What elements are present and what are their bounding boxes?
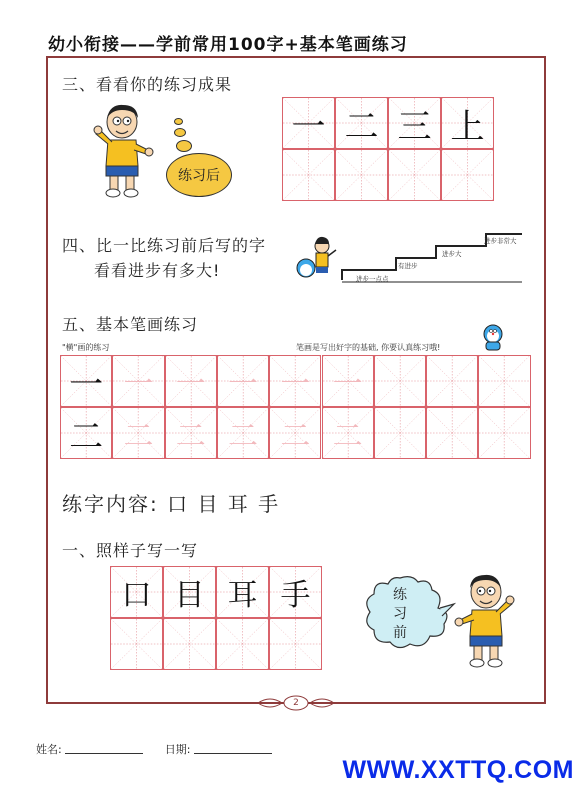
writing-cell (478, 407, 530, 459)
writing-cell (426, 407, 478, 459)
section3-heading: 三、看看你的练习成果 (62, 75, 233, 94)
writing-cell (269, 618, 322, 670)
footer-fields (36, 741, 290, 757)
trace-cell (217, 407, 269, 459)
writing-cell (60, 407, 112, 459)
writing-cell (374, 407, 426, 459)
writing-cell (388, 97, 441, 149)
trace-cell (112, 407, 164, 459)
trace-cell (322, 407, 374, 459)
trace-cell (165, 407, 217, 459)
writing-cell (426, 355, 478, 407)
trace-cell (165, 355, 217, 407)
doraemon-icon (482, 324, 504, 352)
stairs-label-3: 进步大 (442, 250, 462, 258)
practice-heading: 练字内容: 口 目 耳 手 (62, 492, 281, 516)
site-brand: WWW.XXTTQ.COM (342, 756, 574, 784)
trace-cell (269, 355, 321, 407)
writing-cell (335, 97, 388, 149)
stairs-label-1: 进步一点点 (356, 275, 389, 283)
model-character: 二 (344, 106, 379, 147)
section1-heading: 一、照样子写一写 (62, 541, 199, 560)
model-character: 三 (397, 106, 432, 147)
writing-cell (478, 355, 530, 407)
speech-bubble-label: 练习前 (393, 587, 407, 641)
thought-dot (174, 118, 183, 125)
thought-bubble-after: 练习后 (166, 153, 232, 197)
section4-line1: 四、比一比练习前后写的字 (62, 236, 267, 255)
stairs-label-2: 有进步 (398, 262, 418, 270)
writing-cell (441, 149, 494, 201)
model-character: 耳 (227, 578, 258, 613)
page-title: 幼小衔接——学前常用100字+基本笔画练习 (48, 35, 408, 55)
model-character: 口 (121, 578, 152, 613)
stroke-note-left: "横"画的练习 (62, 343, 110, 352)
boy-illustration (452, 570, 516, 670)
writing-cell (163, 618, 216, 670)
trace-cell (217, 355, 269, 407)
trace-character: 二 (332, 419, 363, 454)
writing-cell (388, 149, 441, 201)
name-label: 姓名: (36, 743, 62, 756)
writing-cell (216, 566, 269, 618)
trace-character: 一 (280, 367, 311, 402)
writing-cell (335, 149, 388, 201)
trace-character: 二 (175, 419, 206, 454)
trace-cell (322, 355, 374, 407)
writing-cell (441, 97, 494, 149)
writing-cell (282, 97, 335, 149)
model-character: 上 (450, 106, 485, 147)
trace-character: 二 (123, 419, 154, 454)
trace-cell (269, 407, 321, 459)
stroke-note-right: 笔画是写出好字的基础, 你要认真练习哦! (296, 343, 441, 352)
section5-heading: 五、基本笔画练习 (62, 315, 199, 334)
trace-character: 一 (175, 367, 206, 402)
date-field[interactable] (194, 744, 272, 754)
writing-cell (60, 355, 112, 407)
page-number: 2 (293, 698, 299, 708)
trace-cell (112, 355, 164, 407)
writing-cell (269, 566, 322, 618)
model-character: 手 (280, 578, 311, 613)
date-label: 日期: (164, 743, 191, 756)
thought-dot (176, 140, 192, 152)
trace-character: 二 (228, 419, 259, 454)
thought-dot (174, 128, 186, 137)
trace-character: 一 (123, 367, 154, 402)
model-character: 二 (69, 416, 104, 457)
stairs-label-4: 进步非常大 (484, 237, 517, 245)
trace-character: 二 (280, 419, 311, 454)
writing-cell (110, 566, 163, 618)
writing-cell (282, 149, 335, 201)
section4-line2: 看看进步有多大! (94, 261, 221, 280)
writing-cell (110, 618, 163, 670)
writing-cell (216, 618, 269, 670)
model-character: 目 (174, 578, 205, 613)
boy-illustration (92, 100, 156, 200)
trace-character: 一 (228, 367, 259, 402)
model-character: 一 (291, 106, 326, 147)
model-character: 一 (69, 364, 104, 405)
trace-character: 一 (332, 367, 363, 402)
writing-cell (163, 566, 216, 618)
writing-cell (374, 355, 426, 407)
name-field[interactable] (65, 744, 143, 754)
